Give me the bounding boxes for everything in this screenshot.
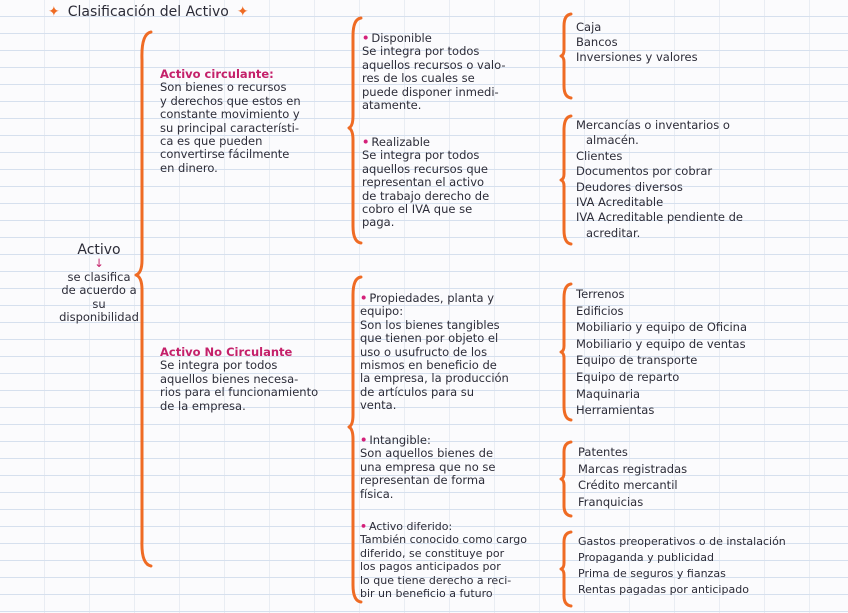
bullet-icon: • — [360, 433, 368, 447]
circulante-heading: Activo circulante: — [160, 67, 274, 81]
no-circulante-line: de la empresa. — [160, 398, 246, 413]
realizable-line: de trabajo derecho de — [362, 188, 490, 203]
list-item: almacén. — [586, 133, 639, 148]
activo-line-3: su — [92, 296, 106, 311]
propiedades-items — [576, 286, 747, 419]
brace-disponible — [560, 12, 574, 100]
circulante-line: en dinero. — [160, 160, 218, 175]
propiedades-line: Son los bienes tangibles — [360, 317, 500, 332]
list-item: Maquinaria — [576, 386, 641, 401]
intangible-items — [578, 444, 687, 510]
disponible-line: Se integra por todos — [362, 44, 480, 59]
intangible-line: representan de forma — [360, 473, 486, 488]
list-item: Franquicias — [578, 494, 644, 509]
activo-line-1: se clasifica — [67, 269, 131, 284]
no-circulante-line: rios para el funcionamiento — [160, 385, 319, 400]
propiedades-line: la empresa, la producción — [360, 371, 509, 386]
realizable-block — [362, 136, 557, 230]
circulante-line: constante movimiento y — [160, 107, 300, 122]
propiedades-line: venta. — [360, 398, 397, 413]
list-item: Rentas pagadas por anticipado — [578, 583, 749, 596]
list-item: Prima de seguros y fianzas — [578, 567, 726, 580]
bullet-icon: • — [360, 520, 368, 533]
propiedades-line: que tienen por objeto el — [360, 331, 499, 346]
list-item: Documentos por cobrar — [576, 164, 713, 179]
list-item: Equipo de transporte — [576, 353, 698, 368]
title-text: Clasificación del Activo — [67, 4, 229, 20]
no-circulante-heading: Activo No Circulante — [160, 345, 293, 359]
intangible-heading: Intangible: — [369, 433, 431, 447]
realizable-line: Se integra por todos — [362, 148, 480, 163]
activo-heading: Activo — [77, 242, 121, 258]
diferido-heading: Activo diferido: — [369, 520, 453, 533]
circulante-line: convertirse fácilmente — [160, 147, 290, 162]
activo-line-2: de acuerdo a — [61, 283, 137, 298]
brace-activo — [135, 30, 155, 570]
circulante-line: su principal característi- — [160, 120, 299, 135]
circulante-line: Son bienes o recursos — [160, 80, 287, 95]
list-item: Inversiones y valores — [576, 50, 698, 64]
list-item: Gastos preoperativos o de instalación — [578, 535, 786, 548]
intangible-block — [360, 434, 560, 501]
diferido-line: diferido, se constituye por — [360, 546, 505, 560]
bullet-icon: • — [360, 291, 368, 305]
intangible-line: física. — [360, 486, 394, 501]
realizable-heading: Realizable — [371, 135, 430, 149]
propiedades-heading-2: equipo: — [360, 304, 404, 319]
left-star-icon: ✦ — [48, 4, 60, 20]
bullet-icon: • — [362, 31, 370, 45]
list-item: Crédito mercantil — [578, 478, 678, 492]
no-circulante-line: Se integra por todos — [160, 358, 278, 373]
diferido-items — [578, 534, 786, 598]
diferido-line: bir un beneficio a futuro — [360, 587, 493, 601]
circulante-line: ca es que pueden — [160, 134, 263, 149]
page-title — [44, 4, 253, 20]
list-item: Herramientas — [576, 403, 655, 418]
propiedades-block — [360, 292, 560, 413]
list-item: Mercancías o inventarios o — [576, 118, 730, 132]
realizable-line: cobro el IVA que se — [362, 202, 473, 217]
right-star-icon: ✦ — [236, 4, 249, 20]
circulante-line: y derechos que estos en — [160, 93, 301, 108]
propiedades-line: de artículos para su — [360, 384, 475, 399]
list-item: Clientes — [576, 148, 623, 163]
list-item: Mobiliario y equipo de ventas — [576, 336, 746, 351]
no-circulante-block — [160, 346, 355, 413]
realizable-line: representan el activo — [362, 175, 485, 190]
list-item: IVA Acreditable pendiente de — [576, 210, 743, 225]
list-item: Equipo de reparto — [576, 369, 680, 384]
brace-diferido — [560, 530, 574, 608]
activo-line-4: disponibilidad — [59, 310, 139, 325]
disponible-heading: Disponible — [371, 31, 432, 45]
brace-intangible — [560, 440, 574, 518]
list-item: Marcas registradas — [578, 461, 688, 476]
disponible-line: atamente. — [362, 98, 422, 113]
list-item: Patentes — [578, 445, 628, 459]
disponible-items — [576, 20, 698, 65]
diferido-line: los pagos anticipados por — [360, 560, 501, 574]
list-item: IVA Acreditable — [576, 195, 664, 210]
disponible-line: res de los cuales se — [362, 71, 475, 86]
disponible-line: puede disponer inmedi- — [362, 84, 499, 99]
list-item: Mobiliario y equipo de Oficina — [576, 320, 747, 335]
circulante-block — [160, 68, 350, 175]
down-arrow-icon: ↓ — [94, 256, 104, 271]
list-item: Propaganda y publicidad — [578, 551, 714, 564]
realizable-items — [576, 118, 743, 241]
list-item: acreditar. — [586, 225, 641, 240]
diferido-line: lo que tiene derecho a reci- — [360, 573, 512, 587]
bullet-icon: • — [362, 135, 370, 149]
diferido-line: También conocido como cargo — [360, 533, 527, 547]
intangible-line: Son aquellos bienes de — [360, 446, 494, 461]
propiedades-line: uso o usufructo de los — [360, 344, 488, 359]
intangible-line: una empresa que no se — [360, 459, 496, 474]
list-item: Edificios — [576, 303, 624, 318]
no-circulante-line: aquellos bienes necesa- — [160, 371, 299, 386]
list-item: Caja — [576, 20, 602, 34]
diferido-block — [360, 520, 570, 600]
list-item: Deudores diversos — [576, 179, 683, 194]
brace-realizable — [560, 114, 574, 246]
list-item: Terrenos — [576, 287, 625, 301]
disponible-block — [362, 32, 557, 112]
brace-propiedades — [560, 282, 574, 422]
propiedades-line: mismos en beneficio de — [360, 358, 497, 373]
disponible-line: aquellos recursos o valo- — [362, 57, 506, 72]
realizable-line: aquellos recursos que — [362, 161, 489, 176]
list-item: Bancos — [576, 35, 618, 49]
propiedades-heading: Propiedades, planta y — [369, 291, 495, 305]
realizable-line: paga. — [362, 215, 395, 230]
